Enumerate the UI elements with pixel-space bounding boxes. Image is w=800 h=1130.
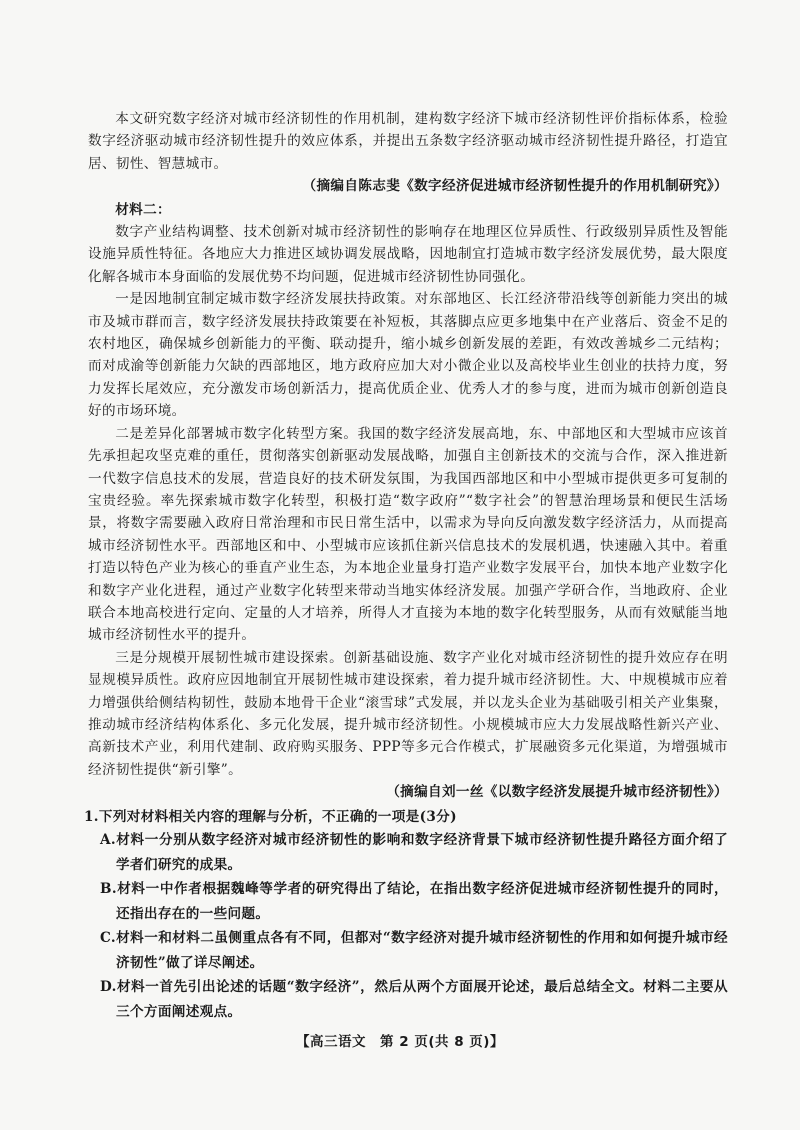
material2-paragraph-2: 二是差异化部署城市数字化转型方案。我国的数字经济发展高地，东、中部地区和大型城市应该首先承担起攻坚克难的重任，贯彻落实创新驱动发展战略，加强自主创新技术的交流与合作，深入推进新一代数字信息技术的发展，营造良好的技术研发氛围，为我国西部地区和中小型城市提供更多可复制的宝贵经验。率先探索城市数字化转型，积极打造“数字政府”“数字社会”的智慧治理场景和便民生活场景，将数字需要融入政府日常治理和市民日常生活中，以需求为导向反向激发数字经济活力，从而提高城市经济韧性水平。西部地区和中、小型城市应该抓住新兴信息技术的发展机遇，快速融入其中。着重打造以特色产业为核心的垂直产业生态，为本地企业量身打造产业数字发展平台，加快本地产业数字化和数字产业化进程，通过产业数字化转型来带动当地实体经济发展。加强产学研合作，当地政府、企业联合本地高校进行定向、定量的人才培养，所得人才直接为本地的数字化转型服务，从而有效赋能当地城市经济韧性水平的提升。 — [88, 425, 728, 644]
material2-paragraph-3: 三是分规模开展韧性城市建设探索。创新基础设施、数字产业化对城市经济韧性的提升效应存在明显规模异质性。政府应因地制宜开展韧性城市建设探索，着力提升城市经济韧性。大、中规模城市应着力增强供给侧结构韧性，鼓励本地骨干企业“滚雪球”式发展，并以龙头企业为基础吸引相关产业集聚，推动城市经济结构体系化、多元化发展，提升城市经济韧性。小规模城市应大力发展战略性新兴产业、高新技术产业，利用代建制、政府购买服务、PPP等多元合作模式，扩展融资多元化渠道，为增强城市经济韧性提供“新引擎”。 — [88, 649, 728, 778]
material2-heading: 材料二： — [115, 201, 171, 218]
question-1-option-a: A.材料一分别从数字经济对城市经济韧性的影响和数字经济背景下城市经济韧性提升路径方面介绍了学者们研究的成果。 — [100, 832, 728, 873]
question-1-option-d: D.材料一首先引出论述的话题“数字经济”，然后从两个方面展开论述，最后总结全文。材料二主要从三个方面阐述观点。 — [100, 979, 728, 1020]
material2-paragraph-intro: 数字产业结构调整、技术创新对城市经济韧性的影响存在地理区位异质性、行政级别异质性及智能设施异质性特征。各地应大力推进区域协调发展战略，因地制宜打造城市数字经济发展优势，最大限度化解各城市本身面临的发展优势不均问题，促进城市经济韧性协同强化。 — [88, 224, 728, 285]
question-1-stem: 1.下列对材料相关内容的理解与分析，不正确的一项是(3分) — [84, 808, 457, 825]
material2-paragraph-1: 一是因地制宜制定城市数字经济发展扶持政策。对东部地区、长江经济带沿线等创新能力突出的城市及城市群而言，数字经济发展扶持政策要在补短板，其落脚点应更多地集中在产业落后、资金不足的农村地区，确保城乡创新能力的平衡、联动提升，缩小城乡创新发展的差距，有效改善城乡二元结构；而对成渝等创新能力欠缺的西部地区，地方政府应加大对小微企业以及高校毕业生创业的扶持力度，努力发挥长尾效应，充分激发市场创新活力，提高优质企业、优秀人才的参与度，进而为城市创新创造良好的市场环境。 — [88, 291, 728, 420]
page-content — [84, 108, 728, 1024]
source-citation-2: （摘编自刘一丝《以数字经济发展提升城市经济韧性》） — [386, 784, 728, 801]
question-1-option-c: C.材料一和材料二虽侧重点各有不同，但都对“数字经济对提升城市经济韧性的作用和如何提升城市经济韧性”做了详尽阐述。 — [100, 930, 728, 971]
question-1-option-b: B.材料一中作者根据魏峰等学者的研究得出了结论，在指出数字经济促进城市经济韧性提升的同时，还指出存在的一些问题。 — [100, 881, 728, 922]
page-footer: 【高三语文 第 2 页(共 8 页)】 — [296, 1034, 504, 1050]
source-citation-1: （摘编自陈志斐《数字经济促进城市经济韧性提升的作用机制研究》） — [302, 178, 728, 195]
material1-closing-paragraph: 本文研究数字经济对城市经济韧性的作用机制，建构数字经济下城市经济韧性评价指标体系，检验数字经济驱动城市经济韧性提升的效应体系，并提出五条数字经济驱动城市经济韧性提升路径，打造宜居、韧性、智慧城市。 — [88, 111, 728, 172]
